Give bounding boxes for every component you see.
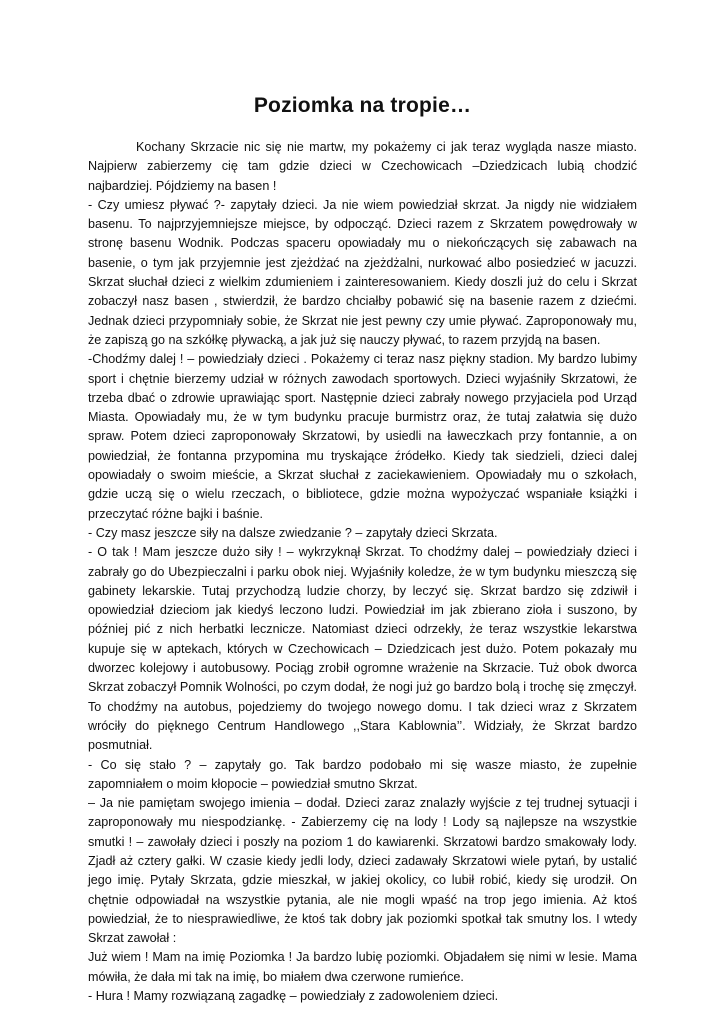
paragraph-name: Już wiem ! Mam na imię Poziomka ! Ja bardzo lubię poziomki. Objadałem się nimi w lesie. Mama mówiła, że dała mi tak na imię, bo miałem dwa czerwone rumieńce. — [88, 950, 637, 984]
paragraph-tour: - O tak ! Mam jeszcze dużo siły ! – wykrzyknął Skrzat. To chodźmy dalej – powiedziały dzieci i zabrały go do Ubezpieczalni i parku obok niej. Wyjaśniły koledze, że w tym budynku mieszczą się gabinety lekarskie. Tutaj przychodzą ludzie chorzy, by leczyć się. Skrzat bardzo się zdziwił i opowiedział dzieciom jak kiedyś leczono ludzi. Powiedział im jak zbierano zioła i suszono, by później pić z nich herbatki lecznicze. Natomiast dzieci odrzekły, że teraz wszystkie lekarstwa kupuje się w aptekach, których w Czechowicach – Dziedzicach jest dużo. Potem pokazały mu dworzec kolejowy i autobusowy. Pociąg zrobił ogromne wrażenie na Skrzacie. Tuż obok dworca Skrzat zobaczył Pomnik Wolności, po czym dodał, że nogi już go bardzo bolą i trochę się zmęczył. To chodźmy na autobus, pojedziemy do twojego nowego domu. I tak dzieci wraz z Skrzatem wróciły do pięknego Centrum Handlowego ,,Stara Kablownia’’. Widziały, że Skrzat bardzo posmutniał. — [88, 545, 637, 753]
paragraph-sad: - Co się stało ? – zapytały go. Tak bardzo podobało mi się wasze miasto, że zupełnie zapomniałem o moim kłopocie – powiedział smutno Skrzat. — [88, 757, 637, 791]
paragraph-intro: Kochany Skrzacie nic się nie martw, my pokażemy ci jak teraz wygląda nasze miasto. Najpierw zabierzemy cię tam gdzie dzieci w Czechowicach –Dziedzicach lubią chodzić najbardziej. Pójdziemy na basen ! — [88, 140, 637, 193]
page-title: Poziomka na tropie… — [253, 94, 472, 117]
paragraph-question: - Czy masz jeszcze siły na dalsze zwiedzanie ? – zapytały dzieci Skrzata. — [88, 525, 498, 540]
paragraph-ice-cream: – Ja nie pamiętam swojego imienia – dodał. Dzieci zaraz znalazły wyjście z tej trudnej sytuacji i zaproponowały mu niespodziankę. - Zabierzemy cię na lody ! Lody są najlepsze na wszystkie smutki ! – zawołały dzieci i poszły na poziom 1 do kawiarenki. Skrzatowi bardzo smakowały lody. Zjadł aż cztery gałki. W czasie kiedy jedli lody, dzieci zadawały Skrzatowi wiele pytań, by ustalić jego imię. Pytały Skrzata, gdzie mieszkał, w jakiej okolicy, co lubił robić, kiedy się urodził. On chętnie odpowiadał na wszystkie pytania, ale nie mogli wpaść na trop jego imienia. Aż ktoś powiedział, że to niesprawiedliwe, że ktoś tak dobry jak poziomki spotkał tak smutny los. I wtedy Skrzat zawołał : — [88, 796, 637, 946]
paragraph-ending: - Hura ! Mamy rozwiązaną zagadkę – powiedziały z zadowoleniem dzieci. — [88, 989, 499, 1004]
paragraph-stadium: -Chodźmy dalej ! – powiedziały dzieci . Pokażemy ci teraz nasz piękny stadion. My bardzo lubimy sport i chętnie bierzemy udział w różnych zawodach sportowych. Dzieci wyjaśniły Skrzatowi, że trzeba dbać o zdrowie uprawiając sport. Następnie dzieci zabrały nowego przyjaciela pod Urząd Miasta. Opowiadały mu, że w tym budynku pracuje burmistrz oraz, że tutaj załatwia się dużo spraw. Potem dzieci zaproponowały Skrzatowi, by usiedli na ławeczkach przy fontannie, a on powiedział, że fontanna przypomina mu tryskające źródełko. Kiedy tak siedzieli, dzieci dalej opowiadały o swoim mieście, a Skrzat słuchał z zaciekawieniem. Opowiadały mu o szkołach, gdzie uczą się o wielu rzeczach, o bibliotece, gdzie można wypożyczać wspaniałe książki i przeczytać różne bajki i baśnie. — [88, 352, 637, 521]
paragraph-pool: - Czy umiesz pływać ?- zapytały dzieci. Ja nie wiem powiedział skrzat. Ja nigdy nie widziałem basenu. To najprzyjemniejsze miejsce, by odpocząć. Dzieci razem z Skrzatem powędrowały w stronę basenu Wodnik. Podczas spaceru opowiadały mu o niekończących się zabawach na basenie, o tym jak przyjemnie jest zjeżdżać na zjeżdżalni, nurkować albo posiedzieć w jacuzzi. Skrzat słuchał dzieci z wielkim zdumieniem i zainteresowaniem. Kiedy doszli już do celu i Skrzat zobaczył nasz basen , stwierdził, że bardzo chciałby pobawić się na basenie razem z dziećmi. Jednak dzieci przypomniały sobie, że Skrzat nie jest pewny czy umie pływać. Zaproponowały mu, że zapiszą go na szkółkę pływacką, a jak już się nauczy pływać, to razem przyjdą na basen. — [88, 197, 637, 347]
story-body — [88, 138, 637, 1006]
